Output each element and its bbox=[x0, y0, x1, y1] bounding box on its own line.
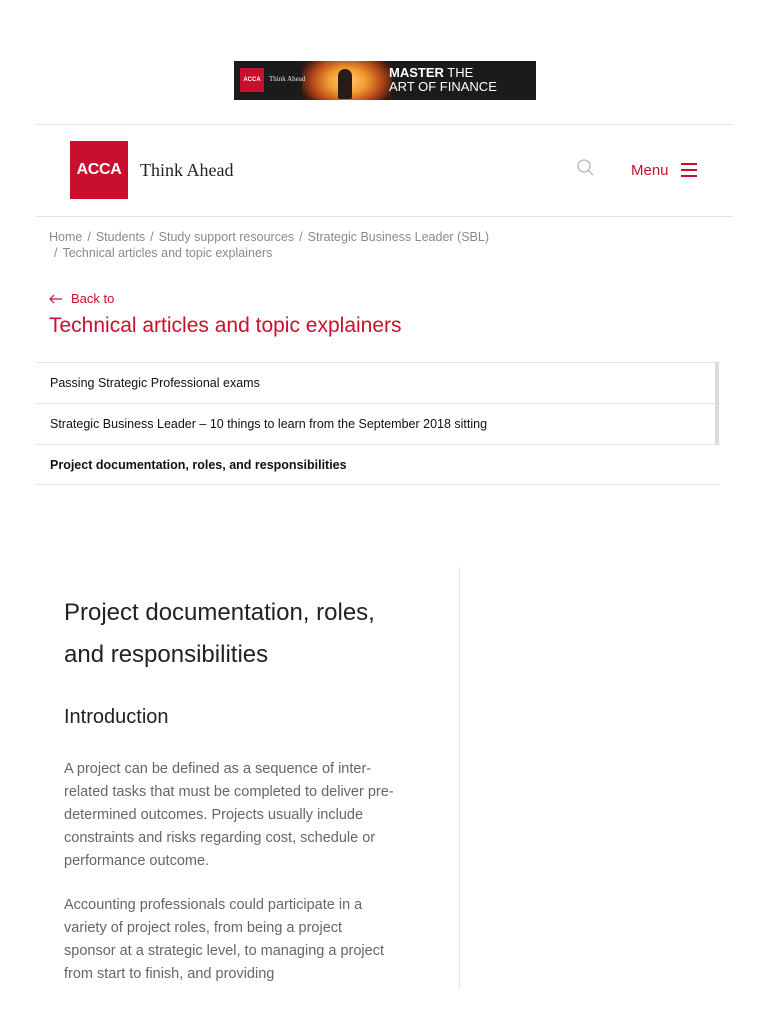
column-divider bbox=[459, 567, 460, 988]
article-link-sbl-ten-things[interactable]: Strategic Business Leader – 10 things to learn from the September 2018 sitting bbox=[36, 403, 720, 444]
breadcrumb-sbl[interactable]: Strategic Business Leader (SBL) bbox=[307, 230, 489, 244]
section-heading: Introduction bbox=[64, 706, 169, 728]
article-link-passing-exams[interactable]: Passing Strategic Professional exams bbox=[36, 362, 720, 403]
page-title: Technical articles and topic explainers bbox=[49, 314, 402, 337]
menu-label: Menu bbox=[631, 161, 669, 179]
logo-tagline: Think Ahead bbox=[140, 160, 234, 180]
header-top-divider bbox=[36, 124, 733, 125]
banner-logo: ACCA bbox=[240, 68, 264, 92]
banner-headline bbox=[389, 66, 497, 94]
banner-headline-rest: THE bbox=[443, 65, 474, 80]
banner-headline-bold: MASTER bbox=[389, 65, 444, 80]
article-list bbox=[36, 362, 720, 485]
back-label: Back to bbox=[71, 291, 115, 306]
breadcrumb-home[interactable]: Home bbox=[49, 230, 83, 244]
search-icon[interactable] bbox=[576, 158, 596, 178]
hamburger-icon bbox=[681, 163, 697, 177]
article-paragraph: A project can be defined as a sequence of inter-related tasks that must be completed to deliver pre-determined outcomes. Projects usually include constraints and risks regarding cost, schedule or performance outcome. bbox=[64, 761, 394, 869]
article-paragraph: Accounting professionals could participate in a variety of project roles, from being a project sponsor at a strategic level, to managing a project from start to finish, and providing bbox=[64, 897, 384, 982]
breadcrumb-current[interactable]: Technical articles and topic explainers bbox=[62, 246, 273, 260]
list-scrollbar[interactable] bbox=[715, 362, 719, 445]
arrow-left-icon bbox=[49, 294, 63, 304]
article-title: Project documentation, roles, and responsibilities bbox=[64, 599, 375, 668]
breadcrumb-students[interactable]: Students bbox=[95, 230, 146, 244]
article-link-project-documentation[interactable]: Project documentation, roles, and responsibilities bbox=[36, 444, 720, 485]
banner-ad[interactable] bbox=[234, 61, 536, 100]
menu-button[interactable] bbox=[631, 159, 697, 181]
back-link[interactable] bbox=[49, 291, 114, 306]
banner-tagline: Think Ahead bbox=[269, 75, 306, 83]
banner-figure bbox=[338, 69, 352, 99]
header-bottom-divider bbox=[36, 216, 733, 217]
banner-headline-line2: ART OF FINANCE bbox=[389, 79, 497, 94]
breadcrumb: Home / Students / Study support resources / Strategic Business Leader (SBL) / Technical articles and topic explainers bbox=[49, 230, 489, 260]
acca-logo[interactable]: ACCA bbox=[70, 141, 128, 199]
breadcrumb-study-support[interactable]: Study support resources bbox=[158, 230, 295, 244]
